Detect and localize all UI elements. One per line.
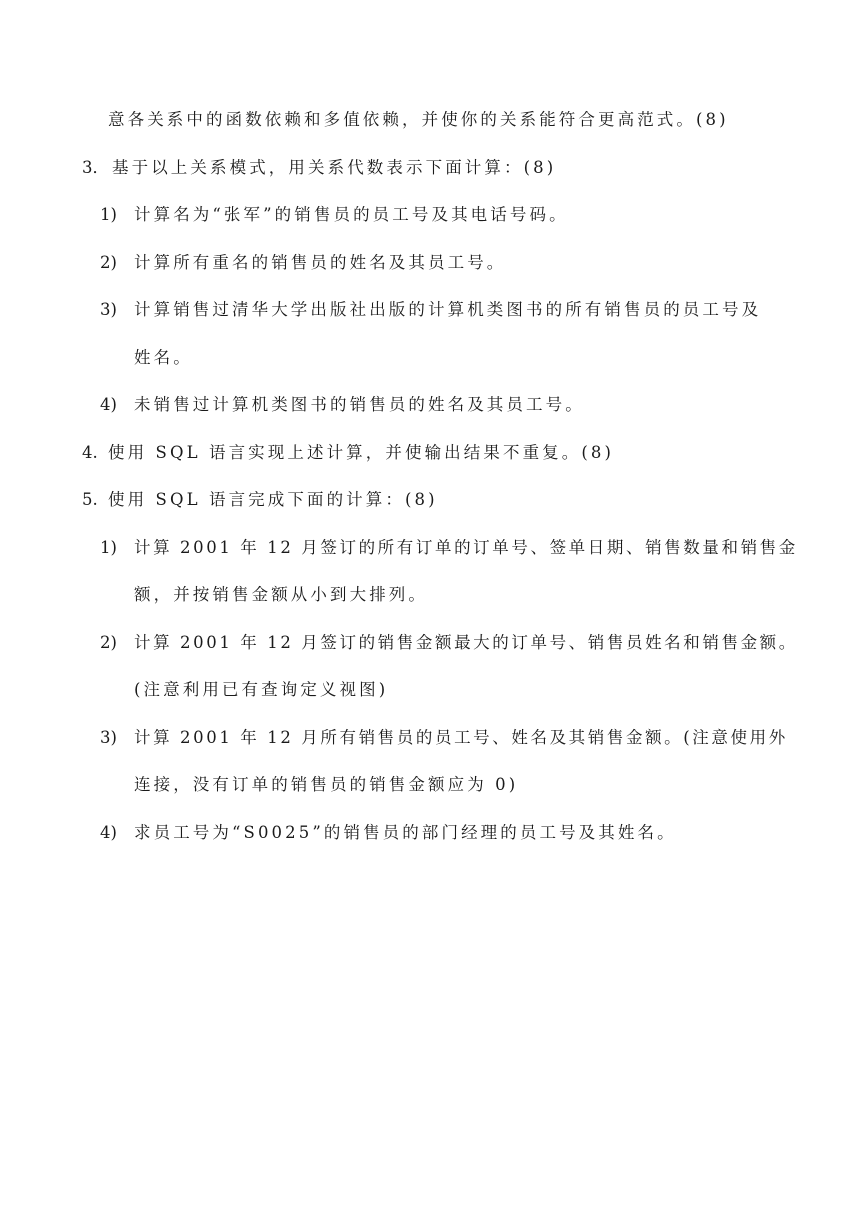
item-number: 4): [100, 395, 117, 414]
line-text: 使用 SQL 语言完成下面的计算：(8): [108, 490, 438, 509]
question-heading: [82, 492, 438, 509]
sub-item: [100, 730, 788, 747]
line-text: 基于以上关系模式，用关系代数表示下面计算：(8): [112, 158, 557, 177]
sub-item: [100, 397, 585, 414]
item-number: 4): [100, 823, 117, 842]
line-text: 计算销售过清华大学出版社出版的计算机类图书的所有销售员的员工号及: [134, 300, 762, 319]
question-heading: [82, 160, 556, 177]
text-line: [108, 112, 729, 129]
sub-item: [100, 302, 761, 319]
line-text: 计算 2001 年 12 月签订的所有订单的订单号、签单日期、销售数量和销售金: [134, 538, 798, 557]
sub-item: [100, 635, 798, 652]
sub-item: [100, 255, 506, 272]
line-text: 连接，没有订单的销售员的销售金额应为 0): [134, 775, 519, 794]
line-text: 额，并按销售金额从小到大排列。: [134, 585, 428, 604]
text-line: [134, 587, 428, 604]
item-number: 1): [100, 205, 117, 224]
item-number: 2): [100, 633, 117, 652]
item-number: 1): [100, 538, 117, 557]
text-line: [134, 682, 388, 699]
sub-item: [100, 540, 798, 557]
item-number: 2): [100, 253, 117, 272]
sub-item: [100, 825, 677, 842]
item-number: 3): [100, 728, 117, 747]
line-text: 未销售过计算机类图书的销售员的姓名及其员工号。: [134, 395, 585, 414]
question-heading: [82, 445, 614, 462]
line-text: 计算所有重名的销售员的姓名及其员工号。: [134, 253, 507, 272]
line-text: (注意利用已有查询定义视图): [134, 680, 389, 699]
question-number: 3．: [82, 158, 109, 177]
text-line: [134, 350, 193, 367]
line-text: 计算名为“张军”的销售员的员工号及其电话号码。: [134, 205, 569, 224]
line-text: 使用 SQL 语言实现上述计算，并使输出结果不重复。(8): [108, 443, 615, 462]
line-text: 计算 2001 年 12 月所有销售员的员工号、姓名及其销售金额。(注意使用外: [134, 728, 788, 747]
item-number: 3): [100, 300, 117, 319]
question-number: 4.: [82, 443, 98, 462]
line-text: 计算 2001 年 12 月签订的销售金额最大的订单号、销售员姓名和销售金额。: [134, 633, 798, 652]
line-text: 求员工号为“S0025”的销售员的部门经理的员工号及其姓名。: [134, 823, 677, 842]
question-number: 5.: [82, 490, 98, 509]
line-text: 意各关系中的函数依赖和多值依赖，并使你的关系能符合更高范式。(8): [108, 110, 729, 129]
sub-item: [100, 207, 569, 224]
text-line: [134, 777, 518, 794]
line-text: 姓名。: [134, 348, 193, 367]
